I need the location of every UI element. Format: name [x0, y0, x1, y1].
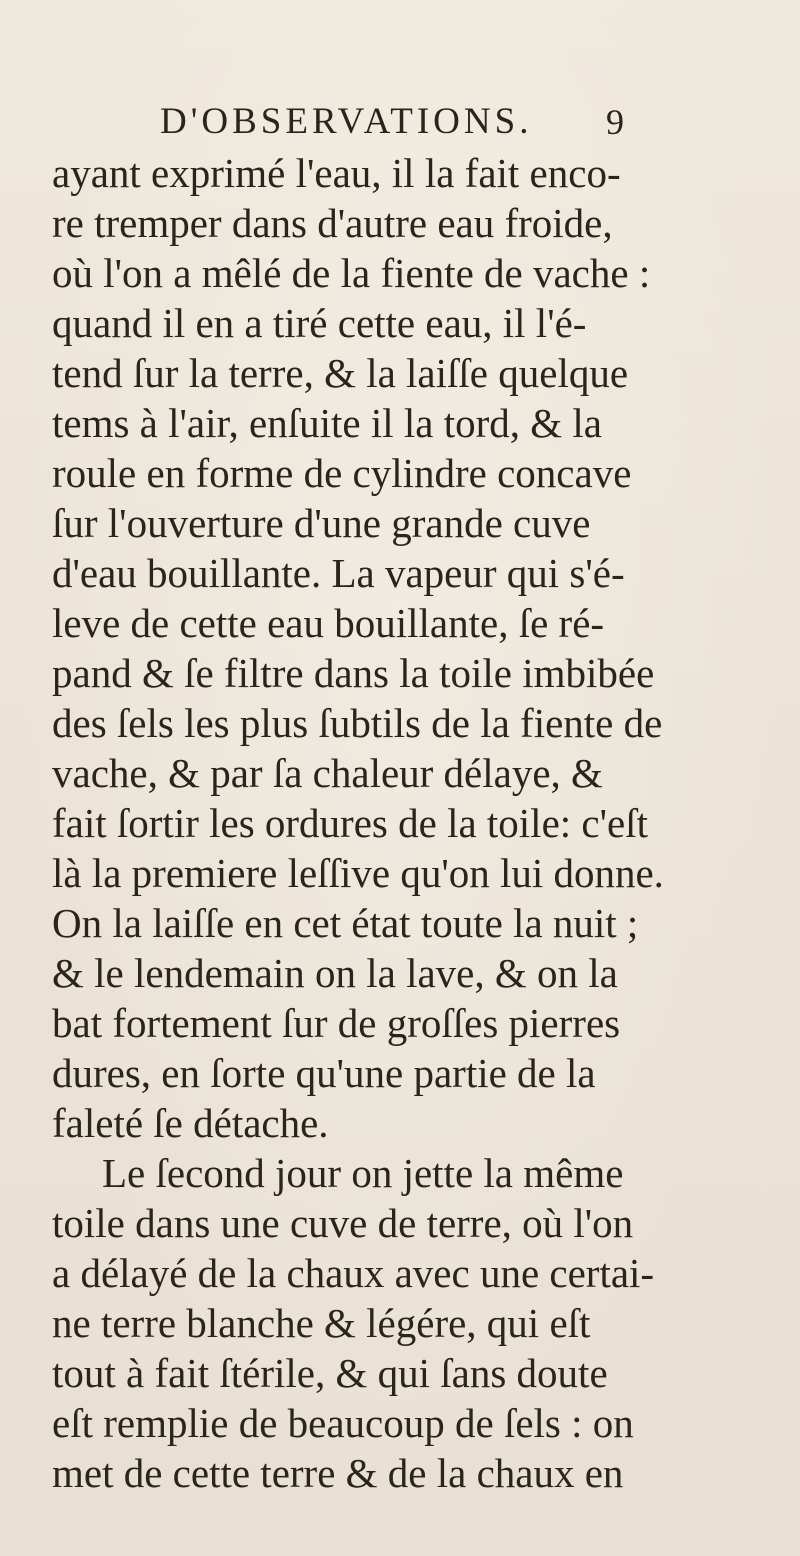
text-line: ſur l'ouverture d'une grande cuve [52, 500, 591, 546]
text-line: tems à l'air, enſuite il la tord, & la [52, 400, 602, 446]
text-line: met de cette terre & de la chaux en [52, 1450, 624, 1496]
text-line: ayant exprimé l'eau, il la fait enco- [52, 150, 621, 196]
text-line: là la premiere leſſive qu'on lui donne. [52, 850, 664, 896]
text-line: pand & ſe filtre dans la toile imbibée [52, 650, 655, 696]
text-line: a délayé de la chaux avec une certai- [52, 1250, 655, 1296]
text-line: tout à fait ſtérile, & qui ſans doute [52, 1350, 608, 1396]
text-line: On la laiſſe en cet état toute la nuit ; [52, 900, 639, 946]
text-line: fait ſortir les ordures de la toile: c'eſt [52, 800, 648, 846]
text-line: vache, & par ſa chaleur délaye, & [52, 750, 603, 796]
text-line: toile dans une cuve de terre, où l'on [52, 1200, 634, 1246]
page-header [160, 102, 660, 142]
text-line: quand il en a tiré cette eau, il l'é- [52, 300, 587, 346]
running-title: D'OBSERVATIONS. [160, 101, 533, 142]
text-line: leve de cette eau bouillante, ſe ré- [52, 600, 605, 646]
text-line: faleté ſe détache. [52, 1100, 329, 1146]
text-line: roule en forme de cylindre concave [52, 450, 632, 496]
text-line: des ſels les plus ſubtils de la fiente de [52, 700, 663, 746]
text-line: dures, en ſorte qu'une partie de la [52, 1050, 596, 1096]
text-line: tend ſur la terre, & la laiſſe quelque [52, 350, 629, 396]
text-line: Le ſecond jour on jette la même [102, 1150, 624, 1196]
text-line: eſt remplie de beaucoup de ſels : on [52, 1400, 634, 1446]
text-line: ne terre blanche & légére, qui eſt [52, 1300, 591, 1346]
text-line: bat fortement ſur de groſſes pierres [52, 1000, 621, 1046]
page-number: 9 [606, 102, 624, 142]
text-line: où l'on a mêlé de la fiente de vache : [52, 250, 651, 296]
text-line: & le lendemain on la lave, & on la [52, 950, 618, 996]
text-line: d'eau bouillante. La vapeur qui s'é- [52, 550, 625, 596]
text-line: re tremper dans d'autre eau froide, [52, 200, 613, 246]
